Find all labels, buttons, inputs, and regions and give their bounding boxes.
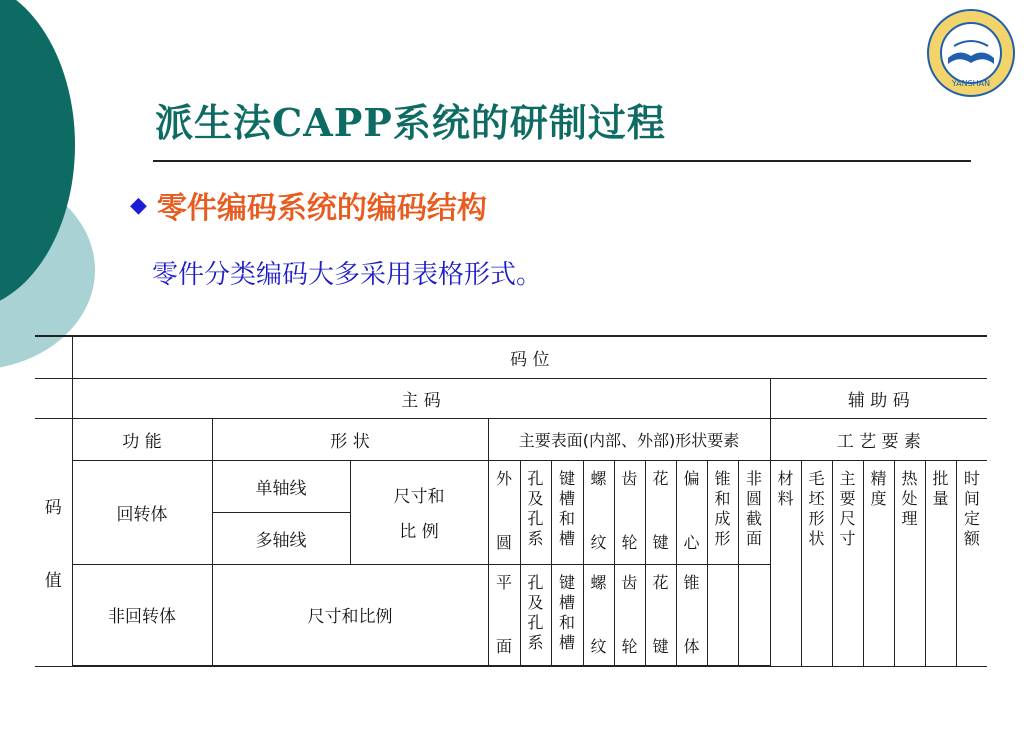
svg-text:YANSHAN: YANSHAN bbox=[951, 79, 991, 88]
non-rotary-surface-7: 锥 体 bbox=[676, 564, 707, 666]
process-element-7: 时间定额 bbox=[956, 460, 987, 666]
non-rotary-surface-1: 平 面 bbox=[488, 564, 520, 666]
table-corner bbox=[35, 336, 72, 378]
rotary-surface-5: 齿 轮 bbox=[614, 460, 645, 564]
process-element-1: 材料 bbox=[770, 460, 801, 666]
decorative-circle-dark bbox=[0, 0, 75, 310]
diamond-bullet-icon: ◆ bbox=[130, 192, 147, 218]
non-rotary-surface-4: 螺 纹 bbox=[583, 564, 614, 666]
process-element-5: 热处理 bbox=[894, 460, 925, 666]
code-position-header: 码 位 bbox=[72, 336, 987, 378]
rotary-surface-9: 非圆截面 bbox=[738, 460, 770, 564]
main-surface-header: 主要表面(内部、外部)形状要素 bbox=[488, 418, 770, 460]
coding-structure-table bbox=[35, 335, 987, 667]
process-element-2: 毛坯形状 bbox=[801, 460, 832, 666]
non-rotary-surface-8 bbox=[707, 564, 738, 666]
multi-axis-cell: 多轴线 bbox=[212, 512, 350, 564]
rotary-surface-1: 外 圆 bbox=[488, 460, 520, 564]
subtitle-bullet bbox=[130, 183, 487, 227]
rotary-surface-7: 偏 心 bbox=[676, 460, 707, 564]
main-code-header: 主 码 bbox=[72, 378, 770, 418]
rotary-body-cell: 回转体 bbox=[72, 460, 212, 564]
single-axis-cell: 单轴线 bbox=[212, 460, 350, 512]
process-element-3: 主要尺寸 bbox=[832, 460, 863, 666]
non-rotary-surface-6: 花 键 bbox=[645, 564, 676, 666]
process-element-6: 批量 bbox=[925, 460, 956, 666]
table-corner bbox=[35, 378, 72, 418]
non-rotary-size-cell: 尺寸和比例 bbox=[212, 564, 488, 666]
rotary-surface-4: 螺 纹 bbox=[583, 460, 614, 564]
body-text: 零件分类编码大多采用表格形式。 bbox=[152, 260, 543, 290]
rotary-surface-2: 孔及孔系 bbox=[520, 460, 551, 564]
process-element-4: 精度 bbox=[863, 460, 894, 666]
non-rotary-surface-9 bbox=[738, 564, 770, 666]
rotary-surface-3: 键槽和槽 bbox=[551, 460, 583, 564]
rotary-surface-6: 花 键 bbox=[645, 460, 676, 564]
university-logo-icon bbox=[926, 8, 1016, 98]
code-value-label: 码 值 bbox=[35, 418, 72, 666]
process-elements-header: 工 艺 要 素 bbox=[770, 418, 987, 460]
non-rotary-body-cell: 非回转体 bbox=[72, 564, 212, 666]
title-divider bbox=[153, 160, 971, 162]
aux-code-header: 辅 助 码 bbox=[770, 378, 987, 418]
non-rotary-surface-2: 孔及孔系 bbox=[520, 564, 551, 666]
function-header: 功 能 bbox=[72, 418, 212, 460]
rotary-surface-8: 锥和成形 bbox=[707, 460, 738, 564]
non-rotary-surface-5: 齿 轮 bbox=[614, 564, 645, 666]
shape-header: 形 状 bbox=[212, 418, 488, 460]
non-rotary-surface-3: 键槽和槽 bbox=[551, 564, 583, 666]
size-ratio-cell: 尺寸和 比 例 bbox=[350, 460, 488, 564]
slide-title: 派生法CAPP系统的研制过程 bbox=[155, 100, 666, 145]
subtitle-text: 零件编码系统的编码结构 bbox=[156, 191, 487, 226]
